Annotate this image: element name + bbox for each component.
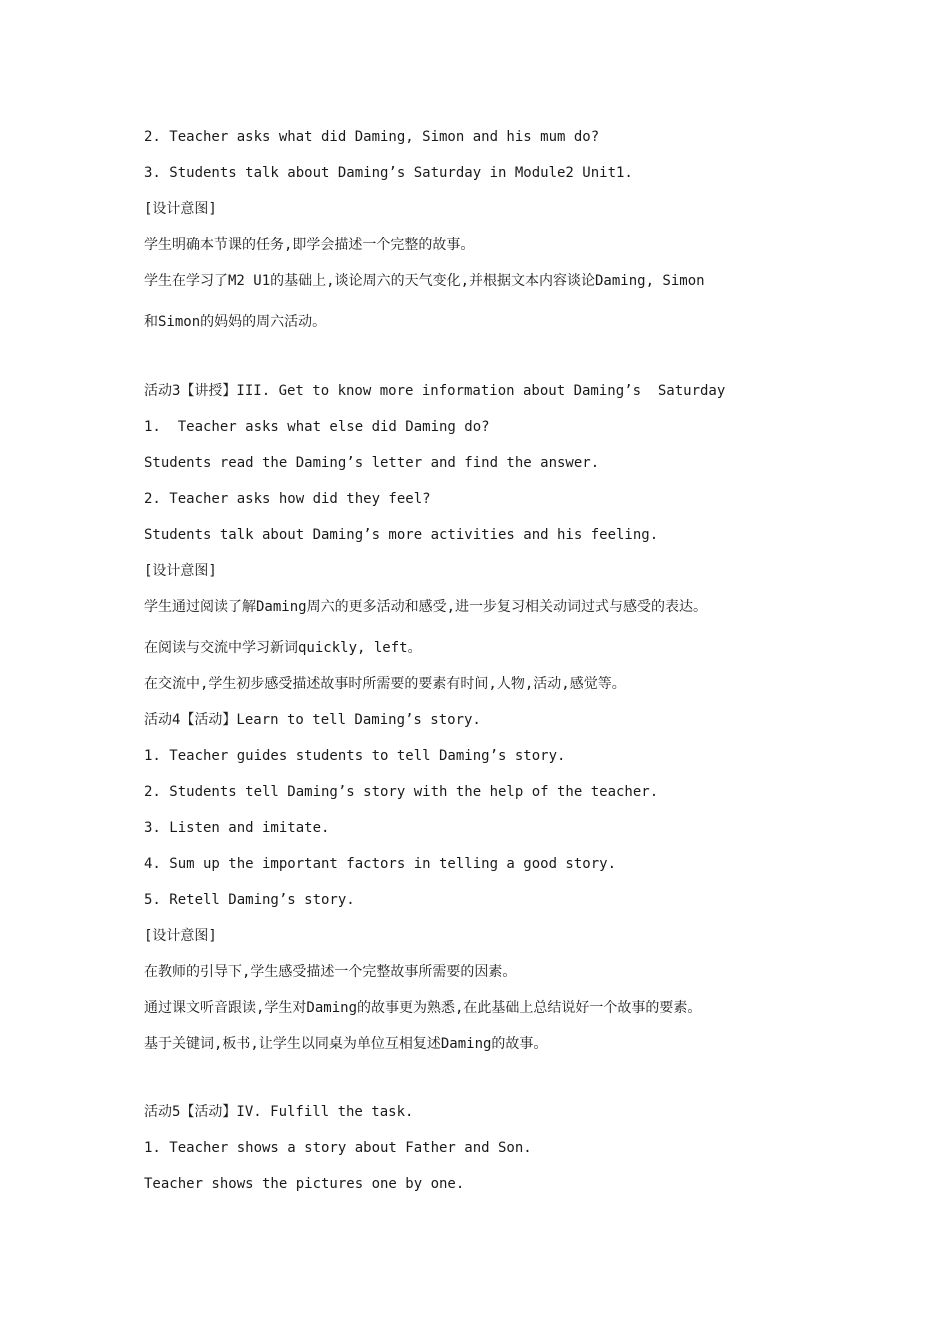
text-line: 3. Students talk about Daming’s Saturday in Module2 Unit1.	[144, 165, 633, 181]
text-line: 1. Teacher asks what else did Daming do?	[144, 419, 490, 435]
text-line: 2. Teacher asks how did they feel?	[144, 491, 431, 507]
text-line: 通过课文听音跟读,学生对Daming的故事更为熟悉,在此基础上总结说好一个故事的要素。	[144, 1000, 702, 1016]
text-line: 5. Retell Daming’s story.	[144, 892, 355, 908]
text-line: 和Simon的妈妈的周六活动。	[144, 314, 327, 330]
text-line: 2. Students tell Daming’s story with the help of the teacher.	[144, 784, 659, 800]
activity-heading: 活动4【活动】Learn to tell Daming’s story.	[144, 712, 481, 728]
section-label: [设计意图]	[144, 201, 217, 217]
text-line: 基于关键词,板书,让学生以同桌为单位互相复述Daming的故事。	[144, 1036, 548, 1052]
text-line: 学生在学习了M2 U1的基础上,谈论周六的天气变化,并根据文本内容谈论Daming, Simon	[144, 273, 705, 289]
activity-heading: 活动3【讲授】III. Get to know more information about Daming’s Saturday	[144, 383, 726, 399]
text-line: 1. Teacher guides students to tell Daming’s story.	[144, 748, 566, 764]
text-line: 学生通过阅读了解Daming周六的更多活动和感受,进一步复习相关动词过式与感受的表达。	[144, 599, 707, 615]
section-label: [设计意图]	[144, 928, 217, 944]
activity-heading: 活动5【活动】IV. Fulfill the task.	[144, 1104, 414, 1120]
text-line: 3. Listen and imitate.	[144, 820, 330, 836]
text-line: Teacher shows the pictures one by one.	[144, 1176, 465, 1192]
text-line: 4. Sum up the important factors in telling a good story.	[144, 856, 617, 872]
text-line: Students talk about Daming’s more activities and his feeling.	[144, 527, 659, 543]
text-line: 在交流中,学生初步感受描述故事时所需要的要素有时间,人物,活动,感觉等。	[144, 676, 626, 692]
text-line: 在教师的引导下,学生感受描述一个完整故事所需要的因素。	[144, 964, 517, 980]
text-line: 2. Teacher asks what did Daming, Simon and his mum do?	[144, 129, 600, 145]
section-label: [设计意图]	[144, 563, 217, 579]
text-line: 1. Teacher shows a story about Father and Son.	[144, 1140, 532, 1156]
text-line: Students read the Daming’s letter and find the answer.	[144, 455, 600, 471]
text-line: 在阅读与交流中学习新词quickly, left。	[144, 640, 422, 656]
text-line: 学生明确本节课的任务,即学会描述一个完整的故事。	[144, 237, 475, 253]
